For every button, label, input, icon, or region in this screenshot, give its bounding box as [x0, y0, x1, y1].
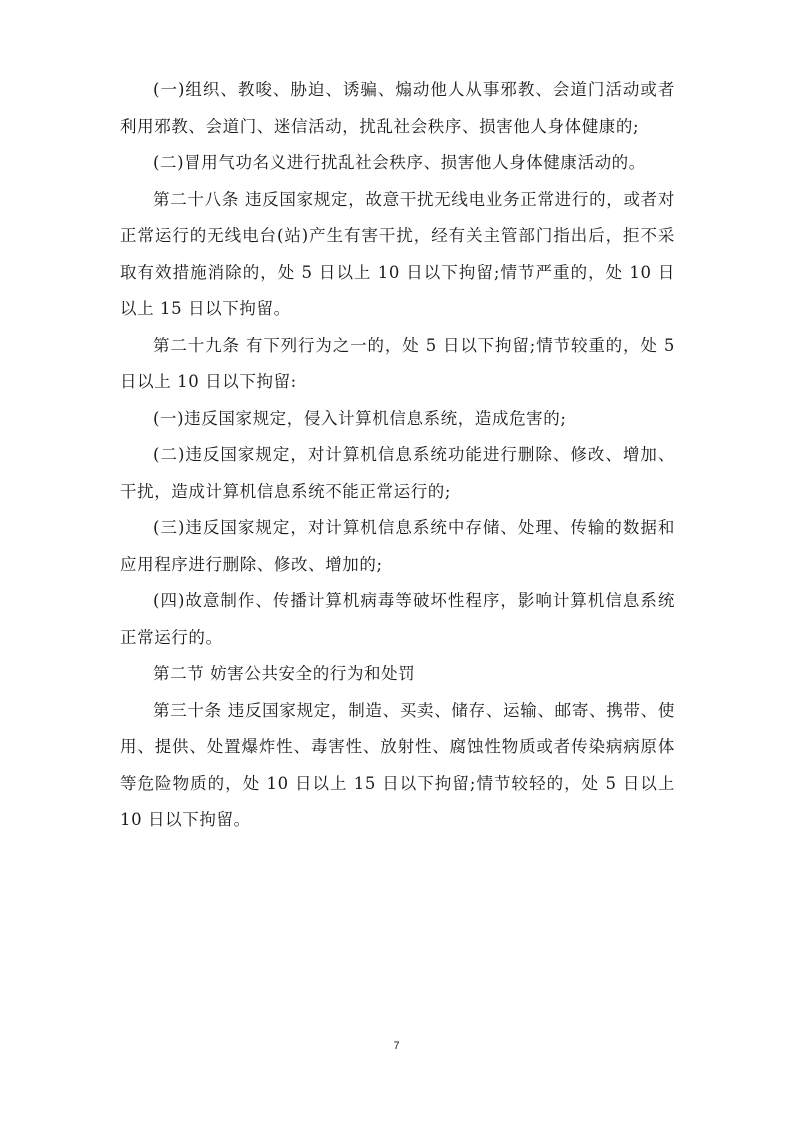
paragraph-clause-2: (二)冒用气功名义进行扰乱社会秩序、损害他人身体健康活动的。: [153, 153, 646, 172]
section-heading: 第二节 妨害公共安全的行为和处罚: [153, 664, 416, 683]
paragraph-article-29-item-3: (三)违反国家规定，对计算机信息系统中存储、处理、传输的数据和应用程序进行删除、修改、增加的;: [120, 518, 675, 574]
page-number: 7: [393, 1040, 400, 1052]
paragraph-article-29-item-4: (四)故意制作、传播计算机病毒等破坏性程序，影响计算机信息系统正常运行的。: [120, 591, 675, 647]
paragraph-article-28: 第二十八条 违反国家规定，故意干扰无线电业务正常进行的，或者对正常运行的无线电台(站)产生有害干扰，经有关主管部门指出后，拒不采取有效措施消除的，处 5 日以上 10 日以下拘留;情节严重的，处 10 日以上 15 日以下拘留。: [120, 189, 675, 318]
document-body: [120, 72, 681, 839]
paragraph-article-29-item-1: (一)违反国家规定，侵入计算机信息系统，造成危害的;: [153, 408, 567, 428]
paragraph-article-30: 第三十条 违反国家规定，制造、买卖、储存、运输、邮寄、携带、使用、提供、处置爆炸性、毒害性、放射性、腐蚀性物质或者传染病病原体等危险物质的，处 10 日以上 15 日以下拘留;情节较轻的，处 5 日以上 10 日以下拘留。: [120, 700, 681, 829]
paragraph-clause-1: (一)组织、教唆、胁迫、诱骗、煽动他人从事邪教、会道门活动或者利用邪教、会道门、迷信活动，扰乱社会秩序、损害他人身体健康的;: [120, 80, 675, 136]
paragraph-article-29: 第二十九条 有下列行为之一的，处 5 日以下拘留;情节较重的，处 5 日以上 10 日以下拘留:: [120, 335, 681, 391]
paragraph-article-29-item-2: (二)违反国家规定，对计算机信息系统功能进行删除、修改、增加、干扰，造成计算机信息系统不能正常运行的;: [120, 445, 675, 501]
